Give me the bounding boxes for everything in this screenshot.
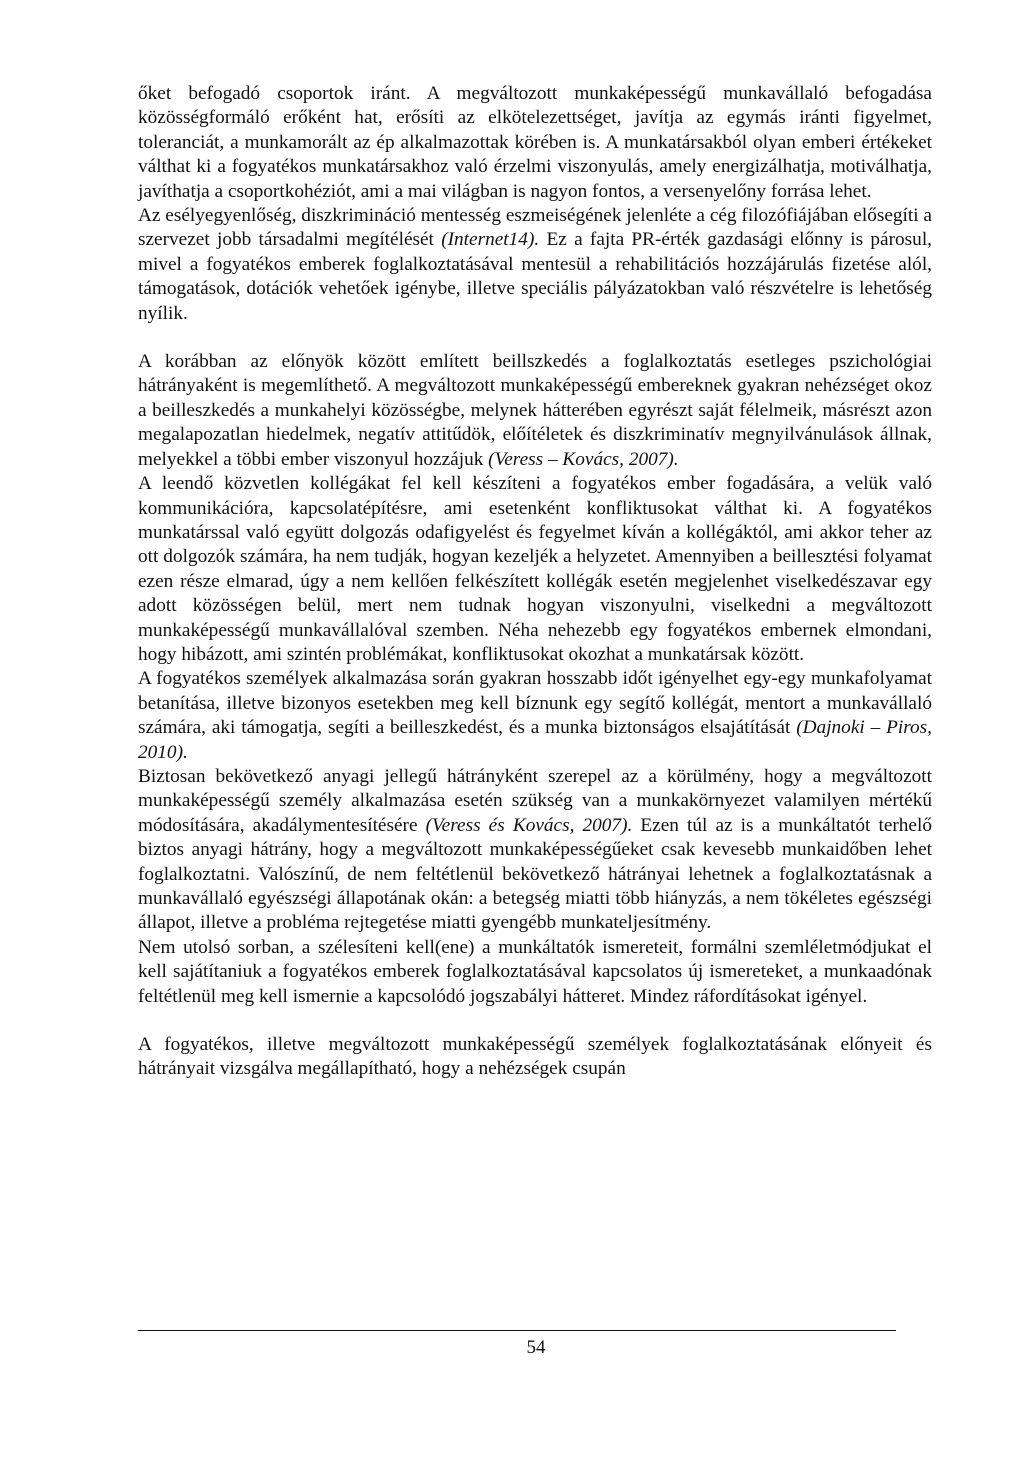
paragraph bbox=[138, 1033, 932, 1082]
paragraph-text: őket befogadó csoportok iránt. A megváltozott munkaképességű munkavállaló befogadása közösségformáló erőként hat, erősíti az elkötelezettséget, javítja az egymás iránti figyelmet, toleranciát, a munkamorált az ép alkalmazottak körében is. A munkatársakból olyan emberi értékeket válthat ki a fogyatékos munkatársakhoz való érzelmi viszonyulás, amely energizálhatja, motiválhatja, javíthatja a csoportkohéziót, ami a mai világban is nagyon fontos, a versenyelőny forrása lehet. bbox=[138, 83, 932, 202]
paragraph-text: Biztosan bekövetkező anyagi jellegű hátrányként szerepel az a körülmény, hogy a megváltozott munkaképességű személy alkalmazása esetén szükség van a munkakörnyezet valamilyen mértékű módosítására, akadálymentesítésére bbox=[138, 765, 932, 836]
paragraph-text: Az esélyegyenlőség, diszkrimináció mentesség eszmeiségének jelenléte a cég filozófiájában elősegíti a szervezet jobb társadalmi megítélését bbox=[138, 205, 932, 251]
citation: (Dajnoki – Piros, 2010). bbox=[138, 717, 932, 763]
paragraph-text: A fogyatékos személyek alkalmazása során gyakran hosszabb időt igényelhet egy-egy munkafolyamat betanítása, illetve bizonyos esetekben meg kell bíznunk egy segítő kollégát, mentort a munkavállaló számára, aki támogatja, segíti a beilleszkedést, és a munka biztonságos elsajátítását bbox=[138, 668, 932, 739]
paragraph bbox=[138, 667, 932, 765]
citation: (Veress – Kovács, 2007). bbox=[488, 448, 679, 470]
paragraph bbox=[138, 204, 932, 326]
footer-rule bbox=[138, 1330, 896, 1331]
paragraph-text: A fogyatékos, illetve megváltozott munkaképességű személyek foglalkoztatásának előnyeit és hátrányait vizsgálva megállapítható, hogy a nehézségek csupán bbox=[138, 1034, 932, 1080]
citation: (Veress és Kovács, 2007). bbox=[425, 814, 633, 836]
citation: (Internet14). bbox=[441, 229, 540, 251]
paragraph-text: Ez a fajta PR-érték gazdasági előnny is párosul, mivel a fogyatékos emberek foglalkoztatásával mentesül a rehabilitációs hozzájárulás fizetése alól, támogatások, dotációk vehetőek igénybe, illetve speciális pályázatokban való részvételre is lehetőség nyílik. bbox=[138, 229, 932, 324]
paragraph bbox=[138, 350, 932, 472]
paragraph bbox=[138, 82, 932, 204]
paragraph-text: A leendő közvetlen kollégákat fel kell készíteni a fogyatékos ember fogadására, a velük való kommunikációra, kapcsolatépítésre, ami esetenként konfliktusokat válthat ki. A fogyatékos munkatárssal való együtt dolgozás odafigyelést és fegyelmet kíván a kollégáktól, ami akkor teher az ott dolgozók számára, ha nem tudják, hogyan kezeljék a helyzetet. Amennyiben a beillesztési folyamat ezen része elmarad, úgy a nem kellően felkészített kollégák esetén megjelenhet viselkedészavar egy adott közösségen belül, mert nem tudnak hogyan viszonyulni, viselkedni a megváltozott munkaképességű munkavállalóval szemben. Néha nehezebb egy fogyatékos embernek elmondani, hogy hibázott, ami szintén problémákat, konfliktusokat okozhat a munkatársak között. bbox=[138, 473, 932, 665]
paragraph bbox=[138, 472, 932, 667]
body-text bbox=[138, 82, 932, 1082]
paragraph-text: A korábban az előnyök között említett beillszkedés a foglalkoztatás esetleges pszichológiai hátrányaként is megemlíthető. A megváltozott munkaképességű embereknek gyakran nehézséget okoz a beilleszkedés a munkahelyi közösségbe, melynek hátterében egyrészt saját félelmeik, másrészt azon megalapozatlan hiedelmek, negatív attitűdök, előítéletek és diszkriminatív megnyilvánulások állnak, melyekkel a többi ember viszonyul hozzájuk bbox=[138, 351, 932, 470]
paragraph bbox=[138, 765, 932, 936]
paragraph-text: Nem utolsó sorban, a szélesíteni kell(ene) a munkáltatók ismereteit, formálni szemléletmódjukat el kell sajátítaniuk a fogyatékos emberek foglalkoztatásával kapcsolatos új ismereteket, a munkaadónak feltétlenül meg kell ismernie a kapcsolódó jogszabályi hátteret. Mindez ráfordításokat igényel. bbox=[138, 936, 932, 1007]
paragraph bbox=[138, 936, 932, 1009]
paragraph-text: Ezen túl az is a munkáltatót terhelő biztos anyagi hátrány, hogy a megváltozott munkaképességűeket csak kevesebb munkaidőben lehet foglalkoztatni. Valószínű, de nem feltétlenül bekövetkező hátrányai lehetnek a foglalkoztatásnak a munkavállaló egyészségi állapotának okán: a betegség miatti több hiányzás, a nem tökéletes egészségi állapot, illetve a probléma rejtegetése miatti gyengébb munkateljesítmény. bbox=[138, 814, 932, 934]
page-number: 54 bbox=[526, 1337, 546, 1358]
